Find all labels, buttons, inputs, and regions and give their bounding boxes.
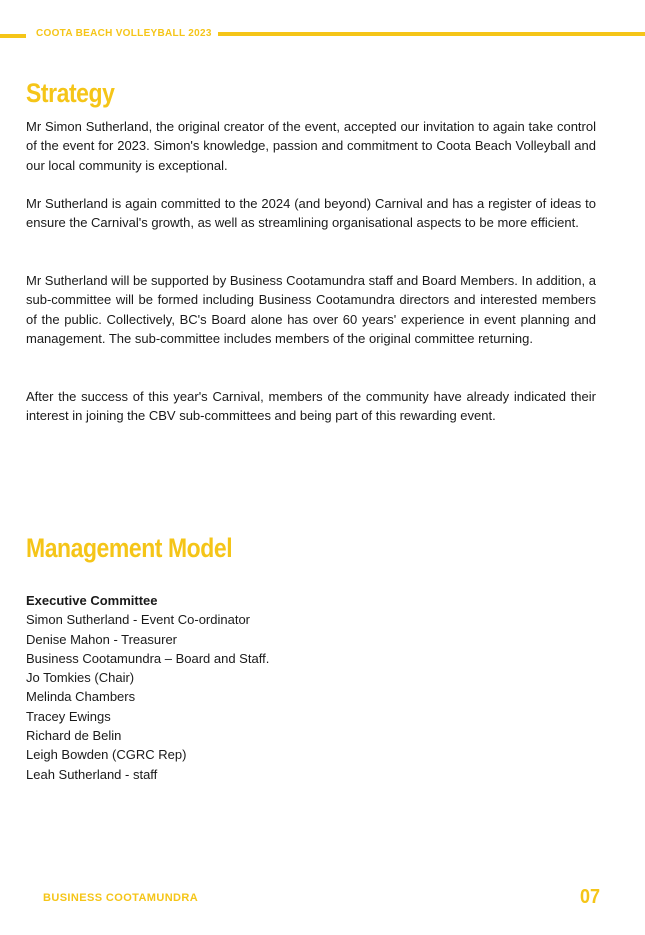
strategy-paragraph-4: After the success of this year's Carnival, members of the community have already indicated their interest in joining the CBV sub-committees and being part of this rewarding event. xyxy=(26,389,596,424)
committee-list xyxy=(26,591,269,784)
strategy-paragraph-3: Mr Sutherland will be supported by Business Cootamundra staff and Board Members. In addition, a sub-committee will be formed including Business Cootamundra directors and interested members of the public. Collectively, BC's Board alone has over 60 years' experience in event planning and management. The sub-committee includes members of the original committee returning. xyxy=(26,273,596,346)
header-rule-left xyxy=(0,34,26,38)
committee-member: Denise Mahon - Treasurer xyxy=(26,631,178,647)
committee-member: Jo Tomkies (Chair) xyxy=(26,670,135,686)
page-number: 07 xyxy=(580,886,601,908)
committee-member: Tracey Ewings xyxy=(26,708,111,724)
committee-member: Melinda Chambers xyxy=(26,689,136,705)
header-rule-right xyxy=(218,32,645,36)
strategy-paragraph-2: Mr Sutherland is again committed to the 2024 (and beyond) Carnival and has a register of ideas to ensure the Carnival's growth, as well as streamlining organisational aspects to be more efficient. xyxy=(26,196,596,231)
committee-member: Leigh Bowden (CGRC Rep) xyxy=(26,747,187,763)
committee-title: Executive Committee xyxy=(26,593,158,608)
committee-member: Leah Sutherland - staff xyxy=(26,766,158,782)
committee-member: Richard de Belin xyxy=(26,728,122,744)
footer-organisation: BUSINESS COOTAMUNDRA xyxy=(43,892,199,904)
strategy-paragraph-1: Mr Simon Sutherland, the original creator of the event, accepted our invitation to again take control of the event for 2023. Simon's knowledge, passion and commitment to Coota Beach Volleyball and our local community is exceptional. xyxy=(26,119,596,173)
header-title: COOTA BEACH VOLLEYBALL 2023 xyxy=(36,28,212,39)
committee-member: Business Cootamundra – Board and Staff. xyxy=(26,650,270,666)
strategy-heading: Strategy xyxy=(26,78,115,108)
management-heading: Management Model xyxy=(26,533,233,563)
committee-member: Simon Sutherland - Event Co-ordinator xyxy=(26,612,251,628)
